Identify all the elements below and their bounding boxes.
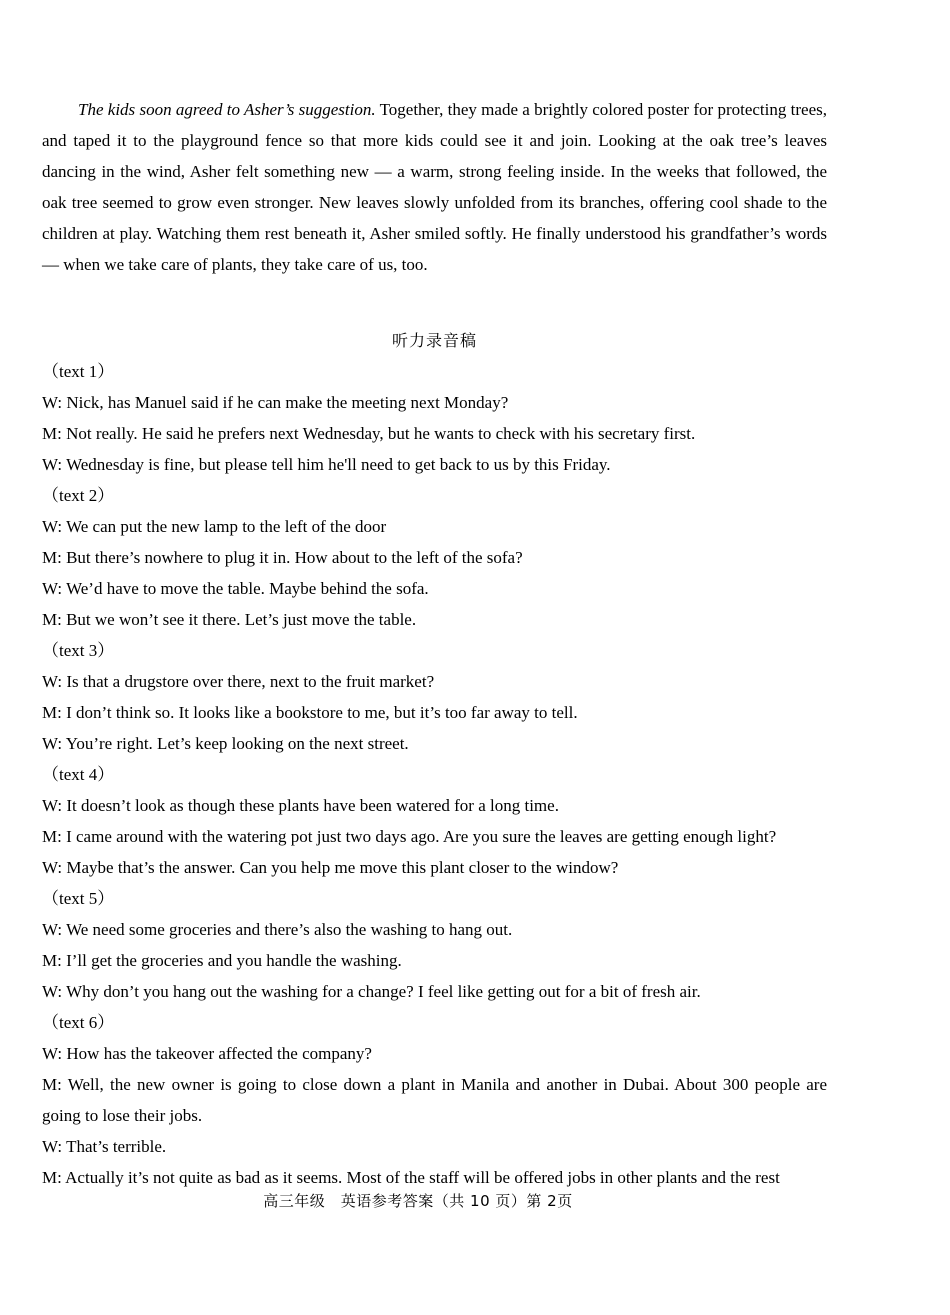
transcript-line: W: It doesn’t look as though these plants have been watered for a long time.: [42, 796, 559, 815]
transcript-line: M: Actually it’s not quite as bad as it seems. Most of the staff will be offered jobs in other plants and the rest: [42, 1168, 780, 1187]
story-body: Together, they made a brightly colored poster for protecting trees, and taped it to the playground fence so that more kids could see it and join. Looking at the oak tree’s leaves dancing in the wind, Asher felt something new — a warm, strong feeling inside. In the weeks that followed, the oak tree seemed to grow even stronger. New leaves slowly unfolded from its branches, offering cool shade to the children at play. Watching them rest beneath it, Asher smiled softly. He finally understood his grandfather’s words — when we take care of plants, they take care of us, too.: [42, 100, 828, 274]
transcript-line: W: We need some groceries and there’s also the washing to hang out.: [42, 920, 513, 939]
story-lead-sentence: The kids soon agreed to Asher’s suggestion.: [78, 100, 376, 119]
section-title: 听力录音稿: [391, 331, 477, 350]
story-paragraph: [42, 94, 827, 280]
transcript: [42, 356, 827, 1193]
transcript-line: M: I’ll get the groceries and you handle the washing.: [42, 951, 402, 970]
transcript-label: （text 3）: [42, 641, 115, 660]
transcript-line: W: Why don’t you hang out the washing for a change? I feel like getting out for a bit of fresh air.: [42, 982, 701, 1001]
transcript-label: （text 4）: [42, 765, 115, 784]
page-footer: 高三年级 英语参考答案（共 10 页）第 2页: [263, 1192, 573, 1210]
transcript-line: W: We can put the new lamp to the left of the door: [42, 517, 387, 536]
transcript-line: W: We’d have to move the table. Maybe behind the sofa.: [42, 579, 429, 598]
transcript-line: M: Well, the new owner is going to close down a plant in Manila and another in Dubai. About 300 people are going to lose their jobs.: [42, 1075, 827, 1125]
transcript-line: M: Not really. He said he prefers next Wednesday, but he wants to check with his secretary first.: [42, 424, 696, 443]
transcript-line: M: But there’s nowhere to plug it in. How about to the left of the sofa?: [42, 548, 523, 567]
transcript-line: W: You’re right. Let’s keep looking on the next street.: [42, 734, 409, 753]
transcript-line: M: I came around with the watering pot just two days ago. Are you sure the leaves are getting enough light?: [42, 827, 777, 846]
transcript-label: （text 1）: [42, 362, 115, 381]
transcript-line: M: I don’t think so. It looks like a bookstore to me, but it’s too far away to tell.: [42, 703, 578, 722]
transcript-line: W: Nick, has Manuel said if he can make the meeting next Monday?: [42, 393, 509, 412]
transcript-line: M: But we won’t see it there. Let’s just move the table.: [42, 610, 417, 629]
transcript-line: W: Maybe that’s the answer. Can you help me move this plant closer to the window?: [42, 858, 619, 877]
transcript-label: （text 5）: [42, 889, 115, 908]
transcript-line: W: That’s terrible.: [42, 1137, 167, 1156]
transcript-line: W: Wednesday is fine, but please tell him he'll need to get back to us by this Friday.: [42, 455, 611, 474]
transcript-line: W: How has the takeover affected the company?: [42, 1044, 372, 1063]
transcript-line: W: Is that a drugstore over there, next to the fruit market?: [42, 672, 435, 691]
document-page: [42, 94, 827, 1193]
transcript-label: （text 2）: [42, 486, 115, 505]
transcript-label: （text 6）: [42, 1013, 115, 1032]
